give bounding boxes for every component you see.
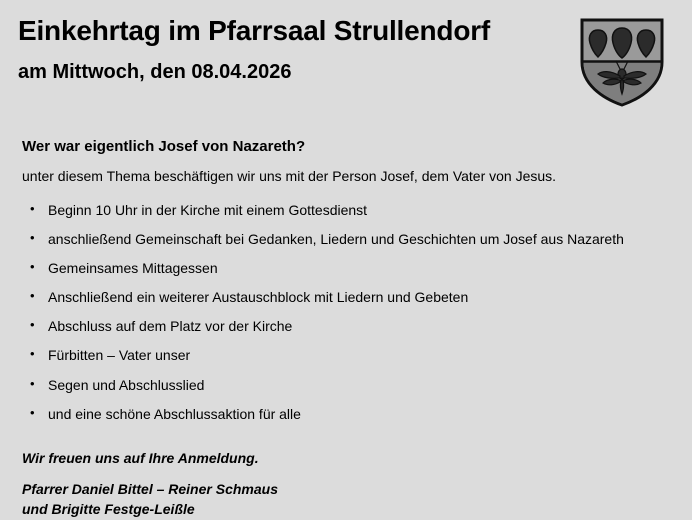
- list-item: [18, 318, 674, 334]
- list-item: [18, 406, 674, 422]
- flyer-header: [18, 14, 674, 108]
- bullet-icon: •: [30, 375, 35, 391]
- bullet-icon: •: [30, 346, 35, 362]
- bullet-icon: •: [30, 230, 35, 246]
- bullet-icon: •: [30, 404, 35, 420]
- list-item: [18, 289, 674, 305]
- list-item-label: Segen und Abschlusslied: [48, 376, 205, 393]
- bullet-icon: •: [30, 288, 35, 304]
- section-question: Wer war eigentlich Josef von Nazareth?: [22, 138, 306, 155]
- list-item-label: und eine schöne Abschlussaktion für alle: [48, 405, 301, 422]
- list-item: [18, 231, 674, 247]
- coat-of-arms-icon: [576, 16, 668, 108]
- closing-block: [22, 448, 674, 520]
- list-item-label: Beginn 10 Uhr in der Kirche mit einem Gottesdienst: [48, 202, 368, 218]
- program-list: [18, 202, 674, 422]
- page-subtitle: am Mittwoch, den 08.04.2026: [18, 60, 292, 83]
- list-item-label: Fürbitten – Vater unser: [48, 347, 191, 364]
- list-item-label: Gemeinsames Mittagessen: [48, 260, 218, 277]
- bullet-icon: •: [30, 317, 35, 333]
- section-intro: unter diesem Thema beschäftigen wir uns mit der Person Josef, dem Vater von Jesus.: [22, 168, 557, 184]
- header-text-block: [18, 14, 490, 83]
- list-item: [18, 377, 674, 393]
- closing-invitation: Wir freuen uns auf Ihre Anmeldung.: [22, 449, 259, 466]
- closing-signature-2: und Brigitte Festge-Leißle: [22, 501, 195, 518]
- bullet-icon: •: [30, 259, 35, 275]
- list-item: [18, 260, 674, 276]
- list-item: [18, 347, 674, 363]
- closing-signature-1: Pfarrer Daniel Bittel – Reiner Schmaus: [22, 481, 278, 498]
- bullet-icon: •: [30, 201, 35, 216]
- list-item: [18, 202, 674, 218]
- list-item-label: Anschließend ein weiterer Austauschblock mit Liedern und Gebeten: [48, 289, 469, 306]
- list-item-label: Abschluss auf dem Platz vor der Kirche: [48, 318, 293, 335]
- page-title: Einkehrtag im Pfarrsaal Strullendorf: [18, 15, 491, 46]
- list-item-label: anschließend Gemeinschaft bei Gedanken, Liedern und Geschichten um Josef aus Nazareth: [48, 231, 624, 248]
